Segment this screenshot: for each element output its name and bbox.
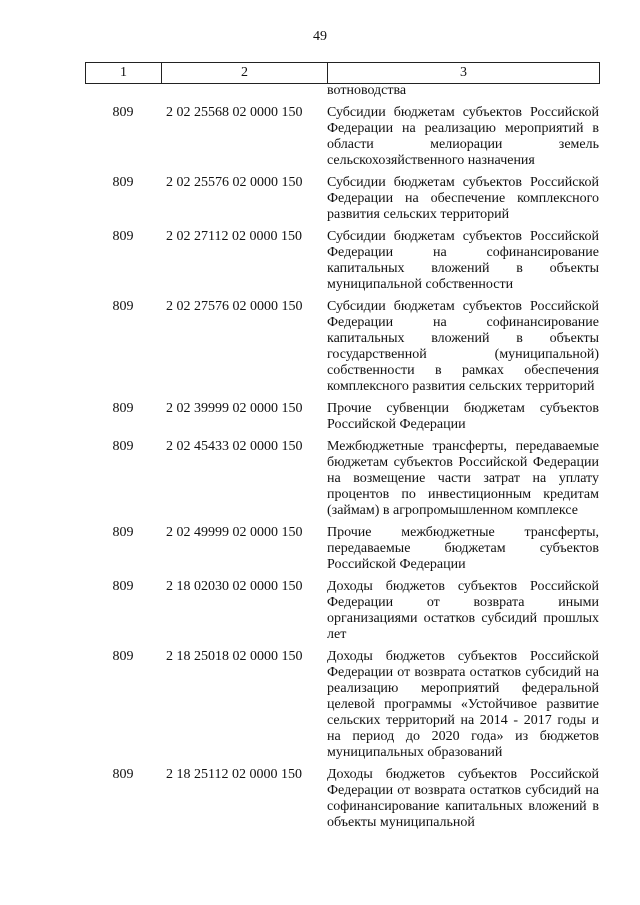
page-number: 49 [313, 29, 327, 44]
admin-code: 809 [112, 105, 134, 120]
admin-code: 809 [112, 175, 134, 190]
admin-code: 809 [112, 767, 134, 782]
revenue-code: 2 02 25576 02 0000 150 [166, 175, 303, 190]
revenue-code: 2 18 25112 02 0000 150 [166, 767, 302, 782]
revenue-description: Субсидии бюджетам субъектов Российской Федерации на обеспечение комплексного развития сельских территорий [327, 175, 599, 222]
table-row [85, 401, 599, 433]
revenue-description: Доходы бюджетов субъектов Российской Федерации от возврата остатков субсидий на реализацию мероприятий федеральной целевой программы «Устойчивое развитие сельских территорий на 2014 - 2017 годы и на период до 2020 года» из бюджетов муниципальных образований [327, 649, 599, 760]
revenue-description: Субсидии бюджетам субъектов Российской Федерации на софинансирование капитальных вложений в объекты муниципальной собственности [327, 229, 599, 292]
table-row [85, 579, 599, 643]
revenue-description: Межбюджетные трансферты, передаваемые бюджетам субъектов Российской Федерации на возмещение части затрат на уплату процентов по инвестиционным кредитам (займам) в агропромышленном комплексе [327, 439, 599, 518]
table-row [85, 767, 599, 831]
table-row [85, 439, 599, 519]
revenue-description: Доходы бюджетов субъектов Российской Федерации от возврата иными организациями остатков субсидий прошлых лет [327, 579, 599, 642]
admin-code: 809 [112, 439, 134, 454]
header-row [86, 63, 600, 84]
admin-code: 809 [112, 299, 134, 314]
header-col-1: 1 [86, 63, 162, 84]
revenue-description: Доходы бюджетов субъектов Российской Федерации от возврата остатков субсидий на софинансирование капитальных вложений в объекты муниципальной [327, 767, 599, 830]
admin-code: 809 [112, 649, 134, 664]
admin-code: 809 [112, 229, 134, 244]
revenue-code: 2 18 02030 02 0000 150 [166, 579, 303, 594]
revenue-code: 2 02 49999 02 0000 150 [166, 525, 303, 540]
header-col-3: 3 [328, 63, 600, 84]
table-row [85, 175, 599, 223]
table-row [85, 229, 599, 293]
table-row [85, 649, 599, 761]
revenue-description: Прочие субвенции бюджетам субъектов Российской Федерации [327, 401, 599, 432]
table-row [85, 105, 599, 169]
revenue-code: 2 02 25568 02 0000 150 [166, 105, 303, 120]
revenue-code: 2 02 27112 02 0000 150 [166, 229, 302, 244]
revenue-description: Прочие межбюджетные трансферты, передаваемые бюджетам субъектов Российской Федерации [327, 525, 599, 572]
revenue-description: Субсидии бюджетам субъектов Российской Федерации на реализацию мероприятий в области мелиорации земель сельскохозяйственного назначения [327, 105, 599, 168]
revenue-code: 2 02 39999 02 0000 150 [166, 401, 303, 416]
revenue-code: 2 02 27576 02 0000 150 [166, 299, 303, 314]
table-row [85, 299, 599, 395]
admin-code: 809 [112, 579, 134, 594]
continuation-text: вотноводства [327, 83, 407, 98]
admin-code: 809 [112, 525, 134, 540]
table-header [85, 62, 600, 84]
table-row [85, 525, 599, 573]
revenue-code: 2 18 25018 02 0000 150 [166, 649, 303, 664]
revenue-description: Субсидии бюджетам субъектов Российской Федерации на софинансирование капитальных вложений в объекты государственной (муниципальной) собственности в рамках обеспечения комплексного развития сельских территорий [327, 299, 599, 394]
revenue-code: 2 02 45433 02 0000 150 [166, 439, 303, 454]
admin-code: 809 [112, 401, 134, 416]
header-col-2: 2 [162, 63, 328, 84]
table-body [85, 83, 599, 831]
